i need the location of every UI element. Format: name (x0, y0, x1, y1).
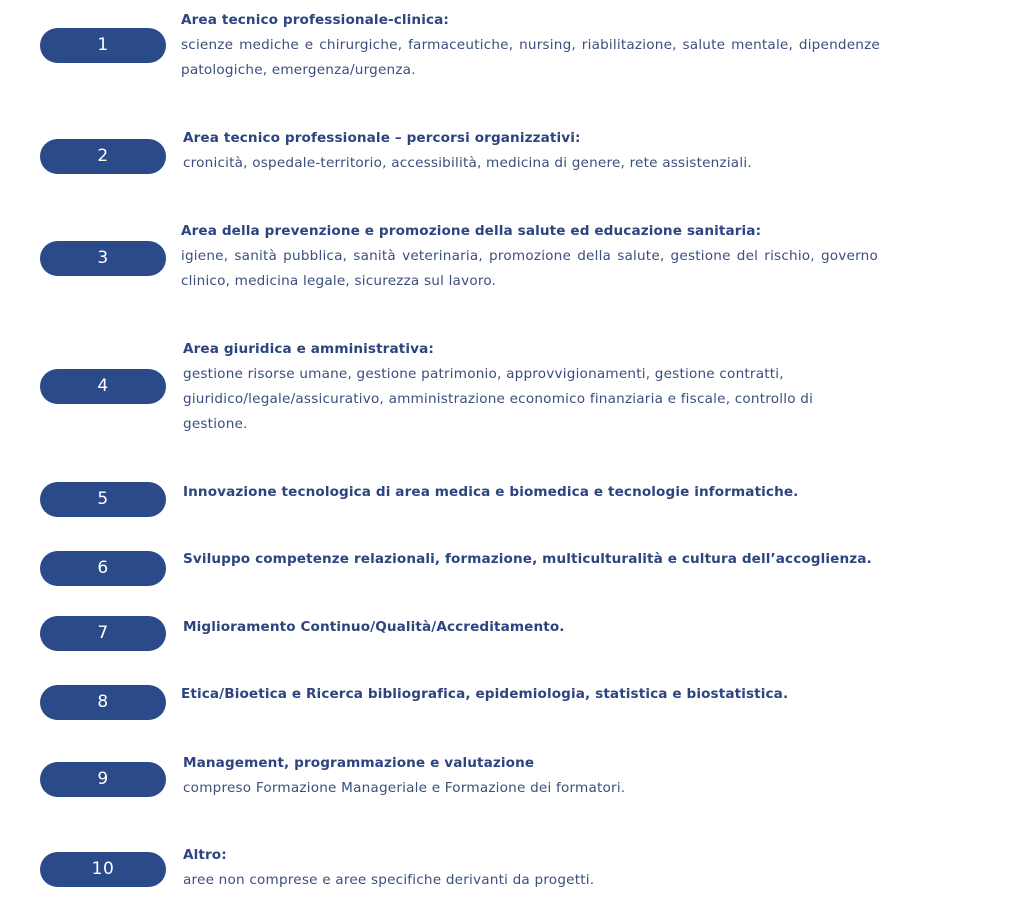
area-number-badge: 6 (40, 551, 166, 586)
area-text (183, 751, 880, 801)
area-number-badge: 5 (40, 482, 166, 517)
area-description: cronicità, ospedale-territorio, accessibilità, medicina di genere, rete assistenziali. (183, 155, 752, 171)
area-title: Altro: (183, 847, 227, 863)
area-title: Management, programmazione e valutazione (183, 755, 535, 771)
area-title: Sviluppo competenze relazionali, formazione, multiculturalità e cultura dell’accoglienza. (183, 551, 872, 567)
area-title: Miglioramento Continuo/Qualità/Accreditamento. (183, 619, 565, 635)
area-text (183, 337, 863, 437)
area-number-badge: 3 (40, 241, 166, 276)
area-title: Area tecnico professionale-clinica: (181, 12, 449, 28)
area-description: aree non comprese e aree specifiche derivanti da progetti. (183, 872, 595, 888)
area-title: Area giuridica e amministrativa: (183, 341, 434, 357)
area-number-badge: 2 (40, 139, 166, 174)
area-number-badge: 8 (40, 685, 166, 720)
area-text (183, 843, 880, 893)
area-number-badge: 10 (40, 852, 166, 887)
area-text (183, 126, 880, 176)
area-description: scienze mediche e chirurgiche, farmaceutiche, nursing, riabilitazione, salute mentale, dipendenze patologiche, emergenza/urgenza. (181, 37, 880, 78)
area-number-badge: 7 (40, 616, 166, 651)
area-title: Area della prevenzione e promozione della salute ed educazione sanitaria: (181, 223, 762, 239)
area-description: compreso Formazione Manageriale e Formazione dei formatori. (183, 780, 626, 796)
area-description: gestione risorse umane, gestione patrimonio, approvvigionamenti, gestione contratti, giuridico/legale/assicurativo, amministrazione economico finanziaria e fiscale, controllo di gestione. (183, 366, 814, 432)
area-number-badge: 1 (40, 28, 166, 63)
area-text (183, 615, 943, 640)
area-text (183, 547, 983, 572)
area-title: Innovazione tecnologica di area medica e biomedica e tecnologie informatiche. (183, 484, 799, 500)
area-title: Area tecnico professionale – percorsi organizzativi: (183, 130, 581, 146)
area-title: Etica/Bioetica e Ricerca bibliografica, epidemiologia, statistica e biostatistica. (181, 686, 789, 702)
area-number-badge: 9 (40, 762, 166, 797)
area-text (181, 8, 880, 83)
area-text (181, 219, 878, 294)
area-number-badge: 4 (40, 369, 166, 404)
area-text (183, 480, 943, 505)
area-description: igiene, sanità pubblica, sanità veterinaria, promozione della salute, gestione del rischio, governo clinico, medicina legale, sicurezza sul lavoro. (181, 248, 878, 289)
area-text (181, 682, 961, 707)
